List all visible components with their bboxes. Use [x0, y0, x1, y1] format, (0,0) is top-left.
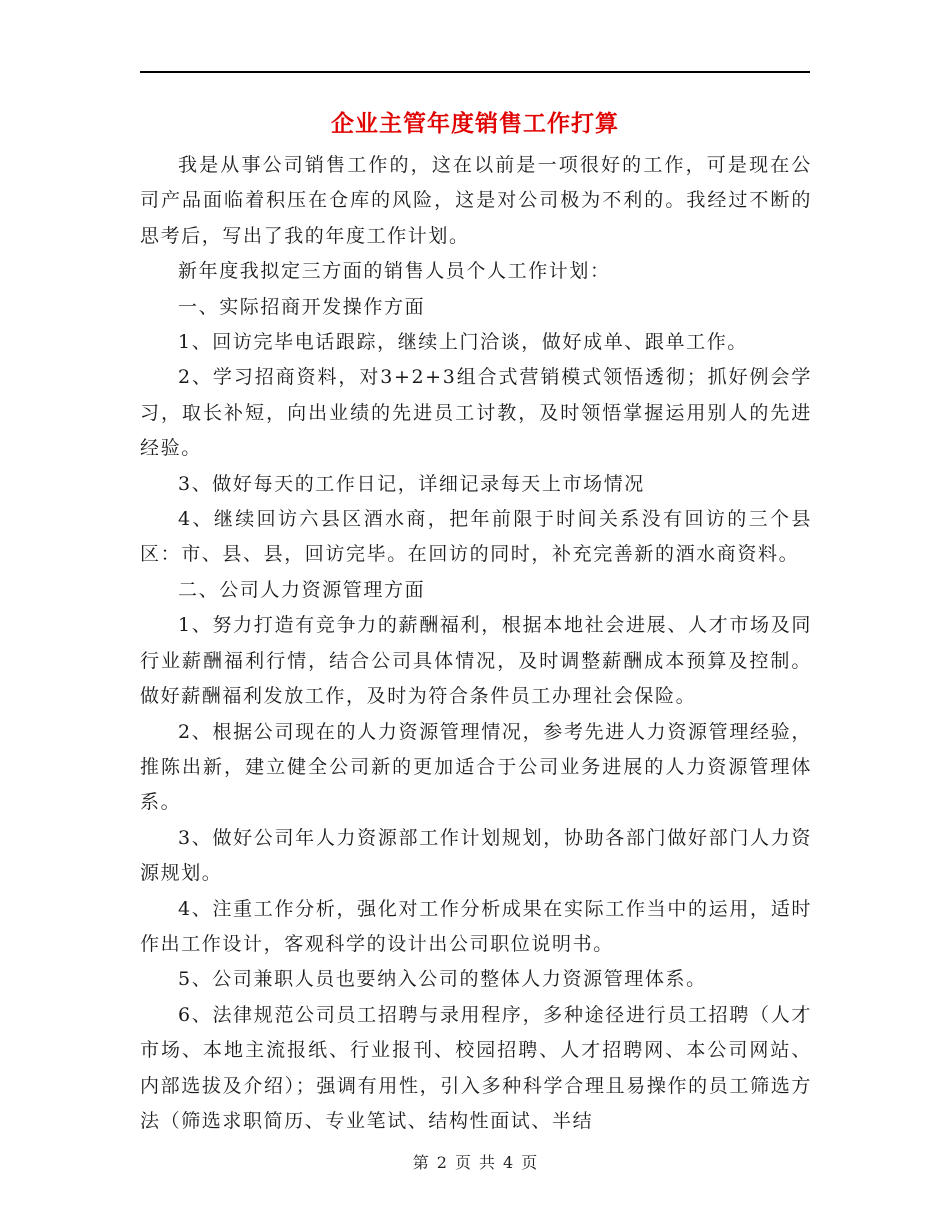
page-prefix: 第	[412, 1153, 429, 1172]
investment-item-3: 3、做好每天的工作日记，详细记录每天上市场情况	[178, 472, 645, 495]
header-rule	[140, 71, 810, 73]
hr-item-1: 1、努力打造有竞争力的薪酬福利，根据本地社会进展、人才市场及同行业薪酬福利行情，结合公司具体情况，及时调整薪酬成本预算及控制。做好薪酬福利发放工作，及时为符合条件员工办理社会保险。	[140, 614, 812, 708]
investment-item-2: 2、学习招商资料，对3+2+3组合式营销模式领悟透彻；抓好例会学习，取长补短，向出业绩的先进员工讨教，及时领悟掌握运用别人的先进经验。	[140, 366, 812, 460]
total-prefix: 共	[479, 1153, 496, 1172]
page-suffix: 页	[521, 1153, 538, 1172]
section-heading-hr: 二、公司人力资源管理方面	[178, 578, 426, 601]
page-footer	[0, 1151, 950, 1175]
plan-intro-paragraph: 新年度我拟定三方面的销售人员个人工作计划：	[178, 260, 611, 283]
current-page-number: 2	[436, 1153, 447, 1172]
total-pages-number: 4	[503, 1153, 514, 1172]
investment-item-1: 1、回访完毕电话跟踪，继续上门洽谈，做好成单、跟单工作。	[178, 331, 748, 354]
section-heading-investment: 一、实际招商开发操作方面	[178, 295, 426, 318]
hr-item-2: 2、根据公司现在的人力资源管理情况，参考先进人力资源管理经验，推陈出新，建立健全公司新的更加适合于公司业务进展的人力资源管理体系。	[140, 720, 812, 814]
hr-item-3: 3、做好公司年人力资源部工作计划规划，协助各部门做好部门人力资源规划。	[140, 826, 812, 885]
document-title: 企业主管年度销售工作打算	[331, 110, 619, 137]
hr-item-4: 4、注重工作分析，强化对工作分析成果在实际工作当中的运用，适时作出工作设计，客观科学的设计出公司职位说明书。	[140, 897, 812, 955]
page-mid: 页	[454, 1153, 471, 1172]
document-body	[140, 148, 812, 1139]
investment-item-4: 4、继续回访六县区酒水商，把年前限于时间关系没有回访的三个县区：市、县、县，回访完毕。在回访的同时，补充完善新的酒水商资料。	[140, 508, 812, 566]
intro-paragraph: 我是从事公司销售工作的，这在以前是一项很好的工作，可是现在公司产品面临着积压在仓库的风险，这是对公司极为不利的。我经过不断的思考后，写出了我的年度工作计划。	[140, 154, 812, 247]
hr-item-6: 6、法律规范公司员工招聘与录用程序，多种途径进行员工招聘（人才市场、本地主流报纸、行业报刊、校园招聘、人才招聘网、本公司网站、内部选拔及介绍）；强调有用性，引入多种科学合理且易操作的员工筛选方法（筛选求职简历、专业笔试、结构性面试、半结	[140, 1003, 812, 1132]
hr-item-5: 5、公司兼职人员也要纳入公司的整体人力资源管理体系。	[178, 968, 707, 991]
